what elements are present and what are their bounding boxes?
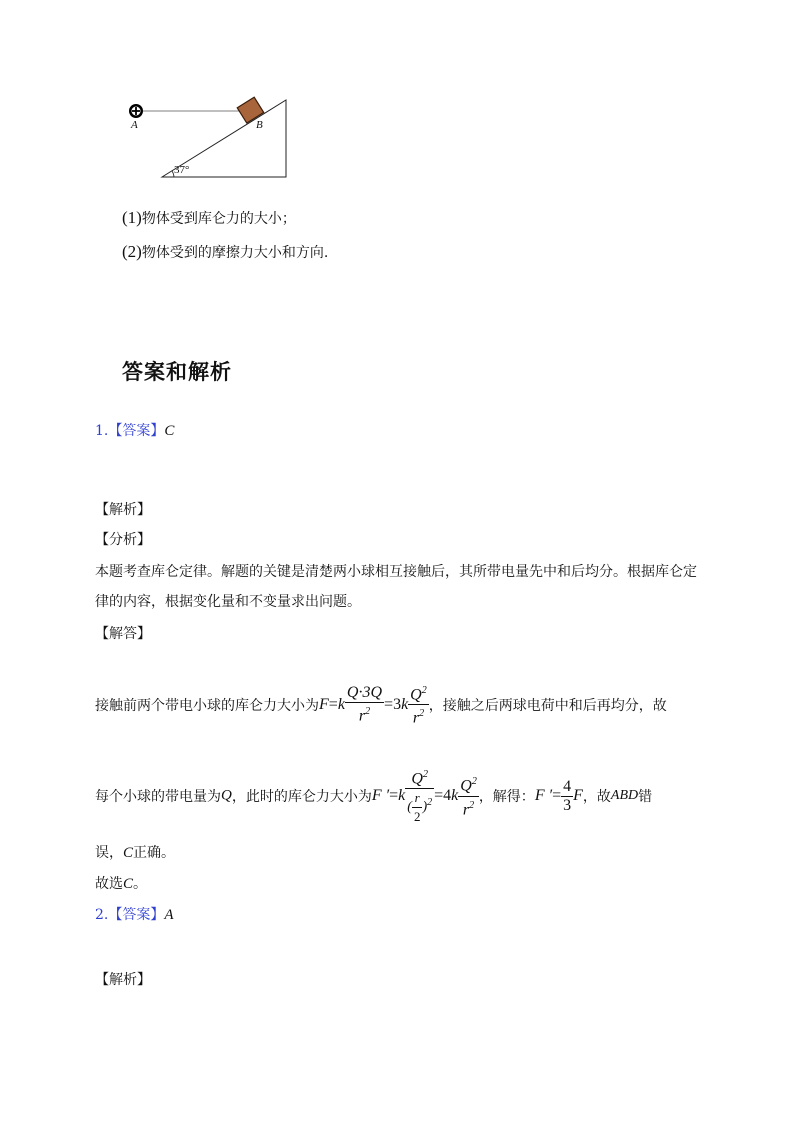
question-2-text: 物体受到的摩擦力大小和方向.	[141, 245, 329, 261]
solution-line-c: 误，C正确。	[95, 845, 176, 861]
answer-2-label: 2.【答案】	[95, 907, 165, 923]
answer-1-label: 1.【答案】	[95, 423, 165, 439]
formula-1: F=k $\frac{Q\cdot 3Q}{r^2}$ =3k $\frac{Q^2}{r^2}$	[319, 696, 429, 713]
line-a-pre: 接触前两个带电小球的库仑力大小为	[95, 697, 319, 714]
question-2	[122, 242, 328, 262]
solution-line-b: 每个小球的带电量为Q，此时的库仑力大小为F ′=k $Q^2$ ( $\frac{r}{2}$ )$^2$ =4k $\frac{Q^2}{r^2}$ ，解得：F ′= $\frac{4}{3}$ F，故ABD错	[95, 766, 652, 826]
question-1-number: (1)	[122, 208, 142, 227]
analysis-line-2: 律的内容，根据变化量和不变量求出问题。	[95, 594, 361, 610]
label-b: B	[256, 119, 263, 131]
answer-1-jieda: 【解答】	[95, 626, 151, 642]
formula-3: F ′= $\frac{4}{3}$ F	[534, 777, 583, 814]
incline-diagram	[120, 90, 300, 190]
answer-2-jiexi: 【解析】	[95, 972, 151, 988]
answer-2-value: A	[164, 907, 174, 923]
label-a: A	[131, 119, 138, 131]
question-1	[122, 208, 296, 228]
solution-line-a	[95, 682, 667, 728]
question-2-number: (2)	[122, 242, 142, 261]
answer-1-jiexi: 【解析】	[95, 502, 151, 518]
answer-2	[95, 904, 174, 924]
analysis-line-1: 本题考查库仑定律。解题的关键是清楚两小球相互接触后，其所带电量先中和后均分。根据库仑定	[95, 564, 697, 580]
answer-1	[95, 420, 174, 440]
angle-label: 37°	[174, 164, 190, 176]
formula-2: F ′=k $Q^2$ ( $\frac{r}{2}$ )$^2$ =4k $\frac{Q^2}{r^2}$	[372, 787, 479, 804]
conclusion-line: 故选C。	[95, 876, 148, 892]
section-title: 答案和解析	[122, 360, 232, 384]
answer-1-value: C	[164, 423, 175, 439]
answer-1-fenxi: 【分析】	[95, 532, 151, 548]
question-1-text: 物体受到库仑力的大小；	[141, 211, 296, 227]
line-a-post: ，接触之后两球电荷中和后再均分，故	[428, 697, 667, 714]
